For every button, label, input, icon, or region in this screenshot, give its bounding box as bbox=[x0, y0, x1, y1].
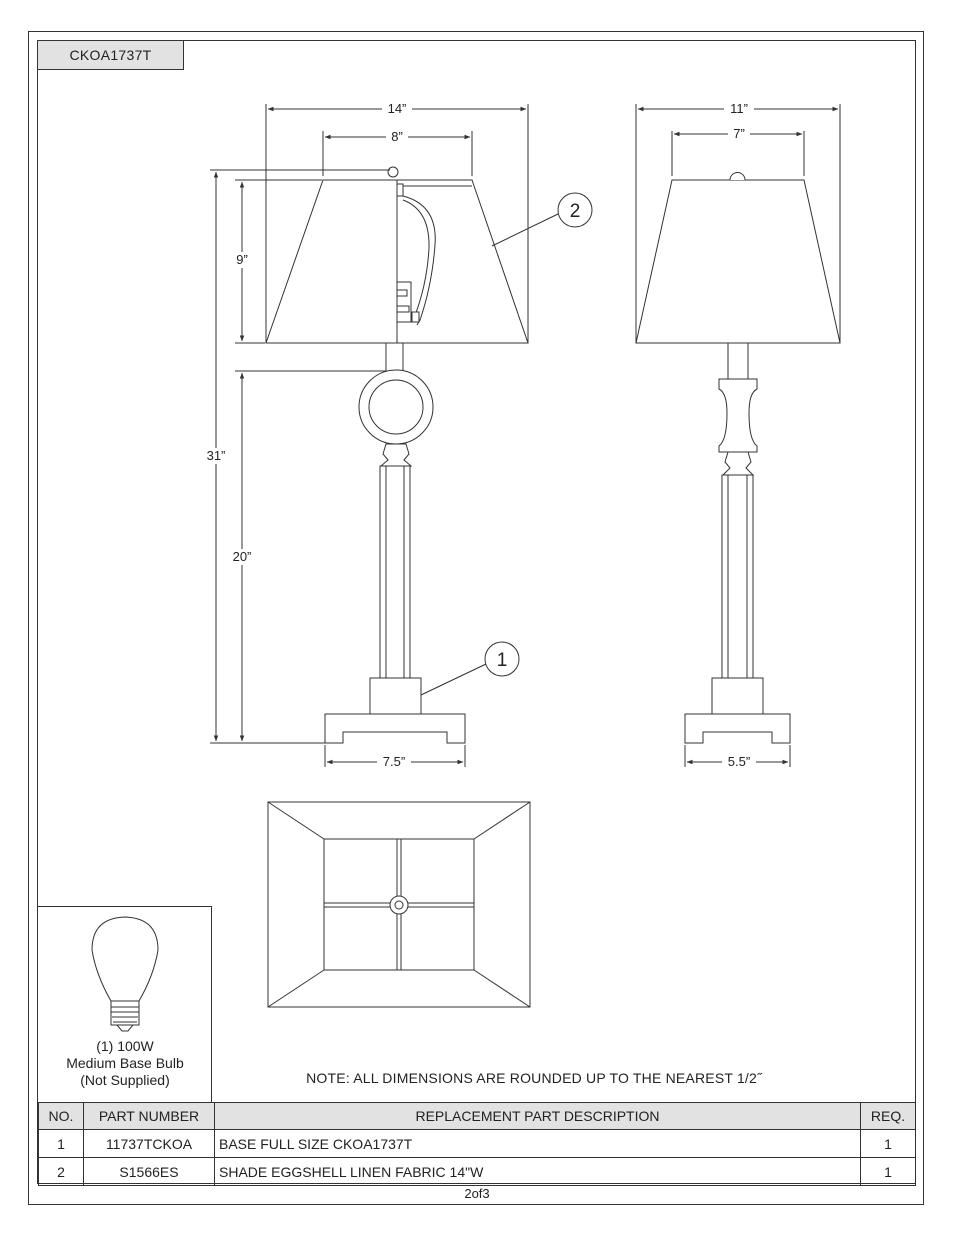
side-view-lamp bbox=[636, 173, 840, 744]
cell-part-number: 11737TCKOA bbox=[84, 1130, 215, 1158]
dim-base-height: 20” bbox=[232, 549, 252, 564]
front-neck bbox=[386, 343, 403, 373]
dim-front-shade-top: 8” bbox=[391, 129, 403, 144]
side-spindle bbox=[719, 379, 757, 452]
cell-no: 1 bbox=[39, 1130, 84, 1158]
dim-overall-height: 31” bbox=[206, 448, 226, 463]
bulb-description bbox=[38, 1038, 212, 1089]
callout-1-label: 1 bbox=[496, 650, 508, 671]
bulb-line-3: (Not Supplied) bbox=[80, 1072, 170, 1088]
side-block bbox=[712, 678, 763, 714]
dim-side-base-width: 5.5” bbox=[727, 754, 751, 769]
front-block bbox=[370, 678, 421, 714]
front-column bbox=[380, 466, 410, 678]
cell-req: 1 bbox=[861, 1130, 916, 1158]
cell-description: BASE FULL SIZE CKOA1737T bbox=[215, 1130, 861, 1158]
side-base bbox=[685, 714, 790, 743]
dimension-note: NOTE: ALL DIMENSIONS ARE ROUNDED UP TO THE NEAREST 1/2˝ bbox=[306, 1070, 762, 1086]
page-number: 2of3 bbox=[464, 1186, 490, 1201]
table-row bbox=[39, 1158, 916, 1186]
header-no: NO. bbox=[39, 1103, 84, 1130]
front-collar bbox=[381, 444, 411, 466]
dim-side-shade-bottom: 11” bbox=[730, 101, 748, 116]
front-finial bbox=[388, 167, 398, 177]
front-ring-inner bbox=[369, 380, 423, 434]
side-finial bbox=[730, 173, 745, 180]
callout-2-leader bbox=[492, 214, 558, 246]
callout-2-label: 2 bbox=[569, 201, 581, 222]
side-collar bbox=[723, 452, 753, 475]
table-row bbox=[39, 1130, 916, 1158]
front-base bbox=[325, 714, 465, 743]
replacement-parts-table bbox=[38, 1102, 916, 1186]
header-description: REPLACEMENT PART DESCRIPTION bbox=[215, 1103, 861, 1130]
cell-part-number: S1566ES bbox=[84, 1158, 215, 1186]
front-socket bbox=[397, 282, 411, 322]
side-column bbox=[722, 475, 753, 678]
top-view-shade bbox=[268, 802, 530, 1007]
side-neck bbox=[728, 343, 748, 379]
header-req: REQ. bbox=[861, 1103, 916, 1130]
cell-no: 2 bbox=[39, 1158, 84, 1186]
cell-req: 1 bbox=[861, 1158, 916, 1186]
dim-front-base-width: 7.5” bbox=[382, 754, 406, 769]
dim-side-shade-top: 7” bbox=[733, 126, 745, 141]
side-shade bbox=[636, 180, 840, 343]
bulb-line-2: Medium Base Bulb bbox=[66, 1055, 184, 1071]
cell-description: SHADE EGGSHELL LINEN FABRIC 14"W bbox=[215, 1158, 861, 1186]
bulb-line-1: (1) 100W bbox=[96, 1038, 154, 1054]
dim-front-shade-bottom: 14” bbox=[387, 101, 407, 116]
header-part-number: PART NUMBER bbox=[84, 1103, 215, 1130]
model-number-tab: CKOA1737T bbox=[38, 41, 184, 70]
callout-1-leader bbox=[421, 664, 486, 695]
dim-shade-height: 9” bbox=[236, 252, 248, 267]
table-header-row bbox=[39, 1103, 916, 1130]
